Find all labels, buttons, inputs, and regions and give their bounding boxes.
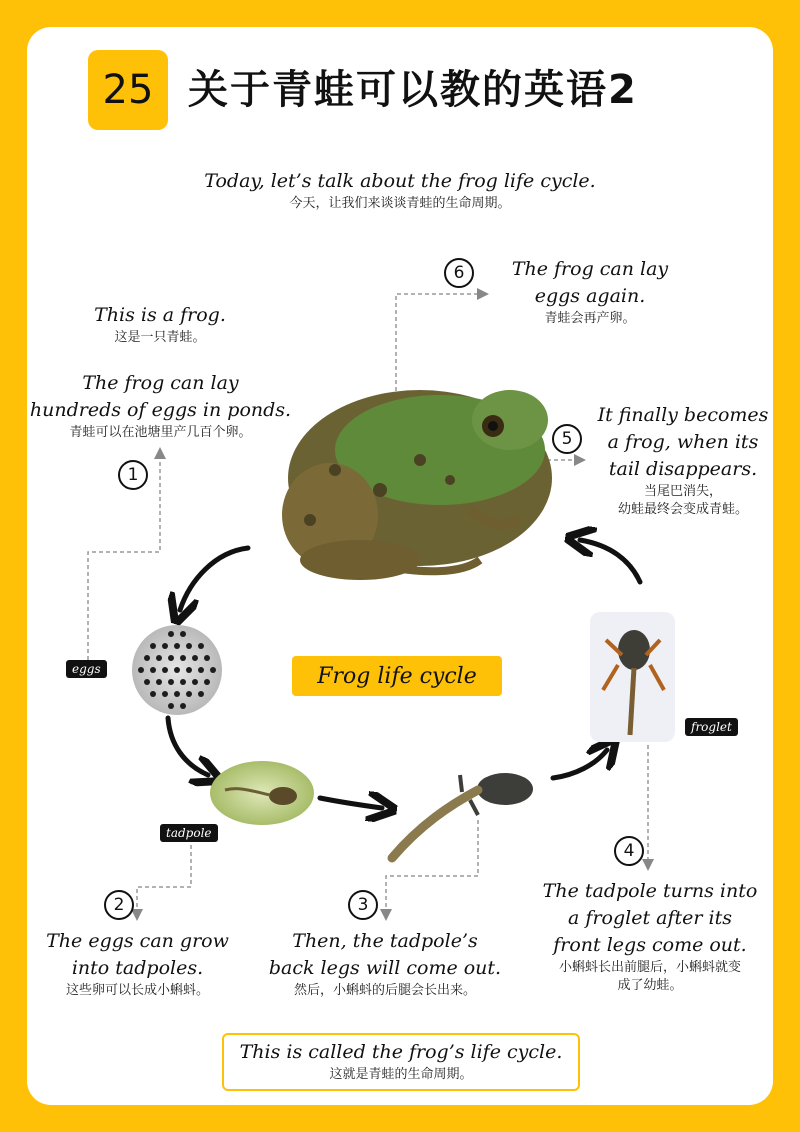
step-6-en-b: eggs again. xyxy=(534,285,646,307)
step-2-en-a: The eggs can grow xyxy=(46,930,229,952)
egg-dot xyxy=(162,691,168,697)
egg-dot xyxy=(150,643,156,649)
connector-6 xyxy=(396,294,486,398)
step-4-text xyxy=(530,878,770,995)
egg-dot xyxy=(180,703,186,709)
step-3-text xyxy=(260,928,510,1000)
arrow-legs-to-froglet xyxy=(553,750,607,778)
step-5-en-b: a frog, when its xyxy=(607,431,759,453)
footer-en: This is called the frog’s life cycle. xyxy=(239,1041,563,1063)
egg-dot xyxy=(150,667,156,673)
frog-caption-line2-zh: 青蛙可以在池塘里产几百个卵。 xyxy=(69,425,252,440)
step-3-en-a: Then, the tadpole’s xyxy=(292,930,478,952)
step-4-en-a: The tadpole turns into xyxy=(542,880,758,902)
arrow-froglet-to-frog xyxy=(580,540,640,582)
egg-dot xyxy=(180,631,186,637)
arrow-eggs-to-tadpole xyxy=(168,718,208,775)
egg-dot xyxy=(198,643,204,649)
step-2-number: 2 xyxy=(104,890,134,920)
froglet-tag: froglet xyxy=(685,718,738,736)
egg-dot xyxy=(186,691,192,697)
egg-dot xyxy=(192,679,198,685)
egg-dot xyxy=(156,655,162,661)
step-5-text xyxy=(584,402,782,519)
step-5-en-c: tail disappears. xyxy=(608,458,758,480)
frog-caption-2 xyxy=(28,370,293,442)
step-2-text xyxy=(30,928,245,1000)
lesson-number-badge: 25 xyxy=(88,50,168,130)
step-4-zh-a: 小蝌蚪长出前腿后，小蝌蚪就变 xyxy=(558,960,741,975)
step-6-number: 6 xyxy=(444,258,474,288)
step-6-zh: 青蛙会再产卵。 xyxy=(544,311,636,326)
egg-dot xyxy=(180,655,186,661)
eggs-tag: eggs xyxy=(66,660,107,678)
tadpole-with-legs-image xyxy=(392,773,533,858)
tadpole-tag: tadpole xyxy=(160,824,218,842)
step-3-number: 3 xyxy=(348,890,378,920)
page-title: 关于青蛙可以教的英语2 xyxy=(188,67,638,113)
step-4-en-b: a froglet after its xyxy=(568,907,732,929)
step-6-text xyxy=(480,256,700,328)
eggs-image xyxy=(132,625,222,715)
step-5-en-a: It finally becomes xyxy=(597,404,769,426)
frog-caption-line1-en: This is a frog. xyxy=(94,304,226,326)
egg-dot xyxy=(174,643,180,649)
arrow-frog-to-eggs xyxy=(180,548,248,610)
egg-dot xyxy=(186,667,192,673)
egg-dot xyxy=(144,655,150,661)
egg-dot xyxy=(204,679,210,685)
step-2-en-b: into tadpoles. xyxy=(71,957,204,979)
step-5-zh-a: 当尾巴消失， xyxy=(643,484,722,499)
egg-dot xyxy=(198,691,204,697)
connector-3 xyxy=(386,820,478,918)
step-1-number: 1 xyxy=(118,460,148,490)
egg-dot xyxy=(180,679,186,685)
frog-caption-line1-zh: 这是一只青蛙。 xyxy=(114,330,206,345)
egg-dot xyxy=(144,679,150,685)
step-5-number: 5 xyxy=(552,424,582,454)
egg-dot xyxy=(204,655,210,661)
connector-2 xyxy=(137,845,191,918)
footer-zh: 这就是青蛙的生命周期。 xyxy=(329,1067,473,1082)
frog-caption-line2-en-b: hundreds of eggs in ponds. xyxy=(29,399,292,421)
center-label: Frog life cycle xyxy=(292,656,502,696)
step-3-zh: 然后，小蝌蚪的后腿会长出来。 xyxy=(293,983,476,998)
intro-zh: 今天，让我们来谈谈青蛙的生命周期。 xyxy=(289,196,511,211)
step-4-en-c: front legs come out. xyxy=(553,934,747,956)
egg-dot xyxy=(174,691,180,697)
step-6-en-a: The frog can lay xyxy=(511,258,669,280)
frog-image xyxy=(282,390,552,580)
step-2-zh: 这些卵可以长成小蝌蚪。 xyxy=(65,983,209,998)
egg-dot xyxy=(168,631,174,637)
frog-caption-line2-en-a: The frog can lay xyxy=(82,372,239,394)
egg-dot xyxy=(168,679,174,685)
frog-caption xyxy=(40,302,280,347)
step-5-zh-b: 幼蛙最终会变成青蛙。 xyxy=(617,502,748,517)
froglet-image xyxy=(590,612,675,742)
step-3-en-b: back legs will come out. xyxy=(268,957,502,979)
egg-dot xyxy=(162,643,168,649)
tadpole-image xyxy=(210,761,314,825)
egg-dot xyxy=(138,667,144,673)
step-4-number: 4 xyxy=(614,836,644,866)
footer-box xyxy=(222,1033,580,1091)
egg-dot xyxy=(186,643,192,649)
egg-dot xyxy=(210,667,216,673)
egg-dot xyxy=(156,679,162,685)
intro-en: Today, let’s talk about the frog life cycle. xyxy=(204,170,596,192)
egg-dot xyxy=(168,655,174,661)
egg-dot xyxy=(150,691,156,697)
egg-dot xyxy=(192,655,198,661)
egg-dot xyxy=(168,703,174,709)
egg-dot xyxy=(198,667,204,673)
egg-dot xyxy=(174,667,180,673)
egg-dot xyxy=(162,667,168,673)
step-4-zh-b: 成了幼蛙。 xyxy=(617,978,683,993)
arrow-tadpole-to-legs xyxy=(320,798,382,808)
